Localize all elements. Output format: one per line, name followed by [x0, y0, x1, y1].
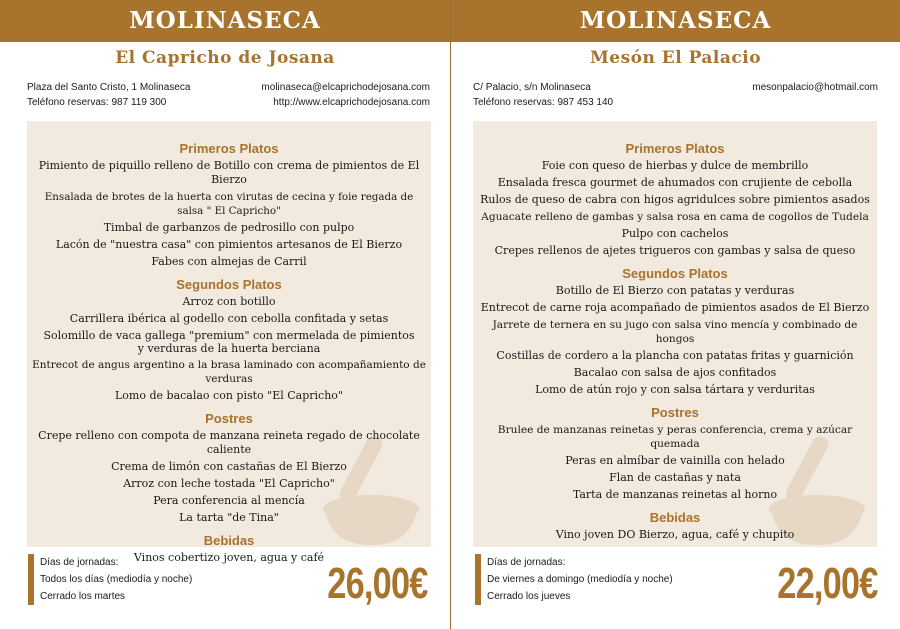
days-schedule: De viernes a domingo (mediodía y noche) — [487, 574, 673, 585]
menu-item: Lomo de bacalao con pisto "El Capricho" — [115, 388, 343, 402]
menu-item: Crepes rellenos de ajetes trigueros con gambas y salsa de queso — [494, 243, 856, 257]
menu-item: Jarrete de ternera en su jugo con salsa vino mencía y combinado de hongos — [492, 318, 858, 345]
menu-box — [473, 121, 877, 547]
menu-content — [27, 139, 431, 566]
town-banner: MOLINASECA — [451, 0, 900, 42]
menu-item: Arroz con botillo — [182, 294, 276, 308]
menu-item: Lacón de "nuestra casa" con pimientos artesanos de El Bierzo — [55, 237, 403, 251]
menu-item: Timbal de garbanzos de pedrosillo con pulpo — [103, 220, 355, 234]
menu-content — [473, 139, 877, 543]
menu-item: Lomo de atún rojo y con salsa tártara y verduritas — [535, 382, 815, 396]
menu-item: Bacalao con salsa de ajos confitados — [573, 365, 777, 379]
days-closed: Cerrado los jueves — [487, 591, 571, 602]
menu-item: Vinos cobertizo joven, agua y café — [133, 550, 325, 564]
menu-item: Rulos de queso de cabra con higos agridulces sobre pimientos asados — [480, 192, 870, 206]
menu-item: Pimiento de piquillo relleno de Botillo con crema de pimientos de El Bierzo — [38, 158, 420, 186]
menu-item: y verduras de la huerta berciana — [137, 341, 321, 355]
menu-item: Ensalada fresca gourmet de ahumados con crujiente de cebolla — [497, 175, 853, 189]
menu-item: Entrecot de carne roja acompañado de pimientos asados de El Bierzo — [480, 300, 870, 314]
section-title: Postres — [651, 405, 699, 420]
days-label: Días de jornadas: — [40, 557, 119, 568]
days-schedule: Todos los días (mediodía y noche) — [40, 574, 193, 585]
section-title: Primeros Platos — [625, 141, 725, 156]
phone: Teléfono reservas: 987 453 140 — [473, 97, 614, 108]
menu-item: Aguacate relleno de gambas y salsa rosa en cama de cogollos de Tudela — [481, 210, 869, 223]
opening-days — [40, 554, 192, 605]
restaurant-name: El Capricho de Josana — [115, 48, 335, 68]
section-title: Primeros Platos — [179, 141, 279, 156]
menu-item: Vino joven DO Bierzo, agua, café y chupito — [555, 527, 795, 541]
opening-days — [487, 554, 673, 605]
section-title: Bebidas — [649, 510, 701, 525]
menu-item: Costillas de cordero a la plancha con patatas fritas y guarnición — [496, 348, 854, 362]
menu-item: Carrillera ibérica al godello con cebolla confitada y setas — [69, 311, 389, 325]
menu-item: Botillo de El Bierzo con patatas y verduras — [555, 283, 795, 297]
menu-item: Tarta de manzanas reinetas al horno — [572, 487, 778, 501]
menu-item: Entrecot de angus argentino a la brasa laminado con acompañamiento de verduras — [32, 358, 426, 385]
info-accent-bar — [28, 554, 34, 605]
address: Plaza del Santo Cristo, 1 Molinaseca — [27, 82, 191, 93]
menu-item: Foie con queso de hierbas y dulce de membrillo — [541, 158, 809, 172]
phone: Teléfono reservas: 987 119 300 — [27, 97, 167, 108]
restaurant-name: Mesón El Palacio — [589, 48, 762, 68]
menu-item: Flan de castañas y nata — [609, 470, 741, 484]
website-link[interactable]: http://www.elcaprichodejosana.com — [273, 97, 430, 108]
menu-panel-palacio — [451, 0, 900, 629]
town-banner: MOLINASECA — [0, 0, 450, 42]
days-closed: Cerrado los martes — [40, 591, 126, 602]
menu-item: Solomillo de vaca gallega "premium" con mermelada de pimientos — [43, 328, 415, 342]
section-title: Segundos Platos — [176, 277, 282, 292]
menu-item: Brulee de manzanas reinetas y peras conferencia, crema y azúcar quemada — [497, 423, 853, 450]
section-title: Bebidas — [203, 533, 255, 548]
menu-item: Fabes con almejas de Carril — [151, 254, 307, 268]
section-title: Segundos Platos — [622, 266, 728, 281]
menu-item: Pera conferencia al mencía — [153, 493, 305, 507]
info-accent-bar — [475, 554, 481, 605]
section-title: Postres — [205, 411, 253, 426]
menu-price: 26,00€ — [327, 559, 428, 608]
menu-item: Crema de limón con castañas de El Bierzo — [111, 459, 347, 473]
menu-item: Arroz con leche tostada "El Capricho" — [123, 476, 335, 490]
menu-item: Crepe relleno con compota de manzana reineta regado de chocolate caliente — [38, 428, 420, 456]
menu-item: Pulpo con cachelos — [621, 226, 729, 240]
menu-item: Ensalada de brotes de la huerta con virutas de cecina y foie regada de salsa " El Capricho" — [44, 190, 414, 217]
email-link[interactable]: mesonpalacio@hotmail.com — [752, 82, 878, 93]
menu-price: 22,00€ — [777, 559, 878, 608]
address: C/ Palacio, s/n Molinaseca — [473, 82, 591, 93]
email-link[interactable]: molinaseca@elcaprichodejosana.com — [261, 82, 430, 93]
menu-item: La tarta "de Tina" — [179, 510, 279, 524]
days-label: Días de jornadas: — [487, 557, 566, 568]
menu-item: Peras en almíbar de vainilla con helado — [565, 453, 785, 467]
